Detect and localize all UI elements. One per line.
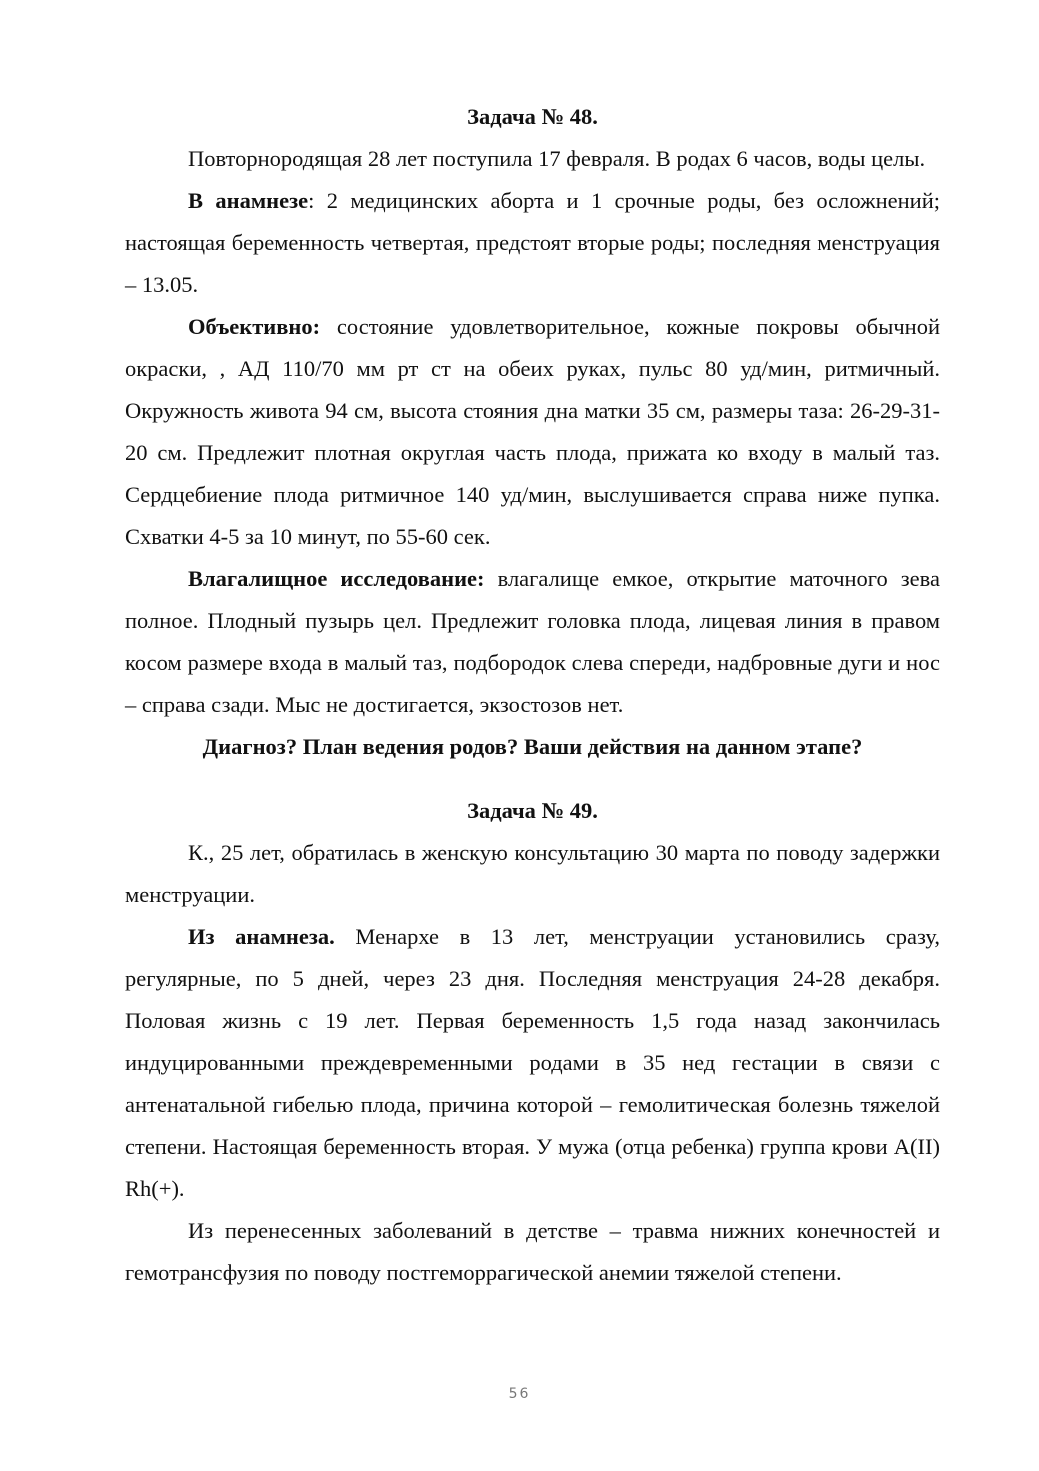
task-49-title: Задача № 49. xyxy=(467,798,598,823)
task-48-title: Задача № 48. xyxy=(467,104,598,129)
task-48-objective-text: состояние удовлетворительное, кожные покровы обычной окраски, , АД 110/70 мм рт ст на обеих руках, пульс 80 уд/мин, ритмичный. Окружность живота 94 см, высота стояния дна матки 35 см, размеры таза: 26-29-31-20 см. Предлежит плотная округлая часть плода, прижата ко входу в малый таз. Сердцебиение плода ритмичное 140 уд/мин, выслушивается справа ниже пупка. Схватки 4-5 за 10 минут, по 55-60 сек. xyxy=(125,314,940,549)
task-48-vaginal-label: Влагалищное исследование: xyxy=(188,566,485,591)
task-48-anamnesis-label: В анамнезе xyxy=(188,188,309,213)
task-48-objective-label: Объективно: xyxy=(188,314,321,339)
task-48-vaginal-text: влагалище емкое, открытие маточного зева полное. Плодный пузырь цел. Предлежит головка плода, лицевая линия в правом косом размере входа в малый таз, подбородок слева спереди, надбровные дуги и нос – справа сзади. Мыс не достигается, экзостозов нет. xyxy=(125,566,940,717)
task-49-anamnesis-label: Из анамнеза. xyxy=(188,924,335,949)
task-49-anamnesis-text: Менархе в 13 лет, менструации установились сразу, регулярные, по 5 дней, через 23 дня. Последняя менструация 24-28 декабря. Половая жизнь с 19 лет. Первая беременность 1,5 года назад закончилась индуцированными преждевременными родами в 35 нед гестации в связи с антенатальной гибелью плода, причина которой – гемолитическая болезнь тяжелой степени. Настоящая беременность вторая. У мужа (отца ребенка) группа крови A(II) Rh(+). xyxy=(125,924,940,1201)
task-48-intro: Повторнородящая 28 лет поступила 17 февраля. В родах 6 часов, воды целы. xyxy=(188,146,926,171)
task-48-question: Диагноз? План ведения родов? Ваши действия на данном этапе? xyxy=(202,734,863,759)
task-49-history: Из перенесенных заболеваний в детстве – травма нижних конечностей и гемотрансфузия по поводу постгеморрагической анемии тяжелой степени. xyxy=(125,1218,940,1285)
page-number: 56 xyxy=(508,1386,531,1402)
task-48-anamnesis xyxy=(125,180,940,306)
task-48-anamnesis-text: : 2 медицинских аборта и 1 срочные роды, без осложнений; настоящая беременность четвертая, предстоят вторые роды; последняя менструация – 13.05. xyxy=(125,188,940,297)
task-48-vaginal-exam xyxy=(125,558,940,726)
task-48-objective xyxy=(125,306,940,558)
document-page xyxy=(125,96,940,1294)
task-49-anamnesis xyxy=(125,916,940,1210)
section-gap xyxy=(125,768,940,790)
task-49-intro: К., 25 лет, обратилась в женскую консультацию 30 марта по поводу задержки менструации. xyxy=(125,840,940,907)
